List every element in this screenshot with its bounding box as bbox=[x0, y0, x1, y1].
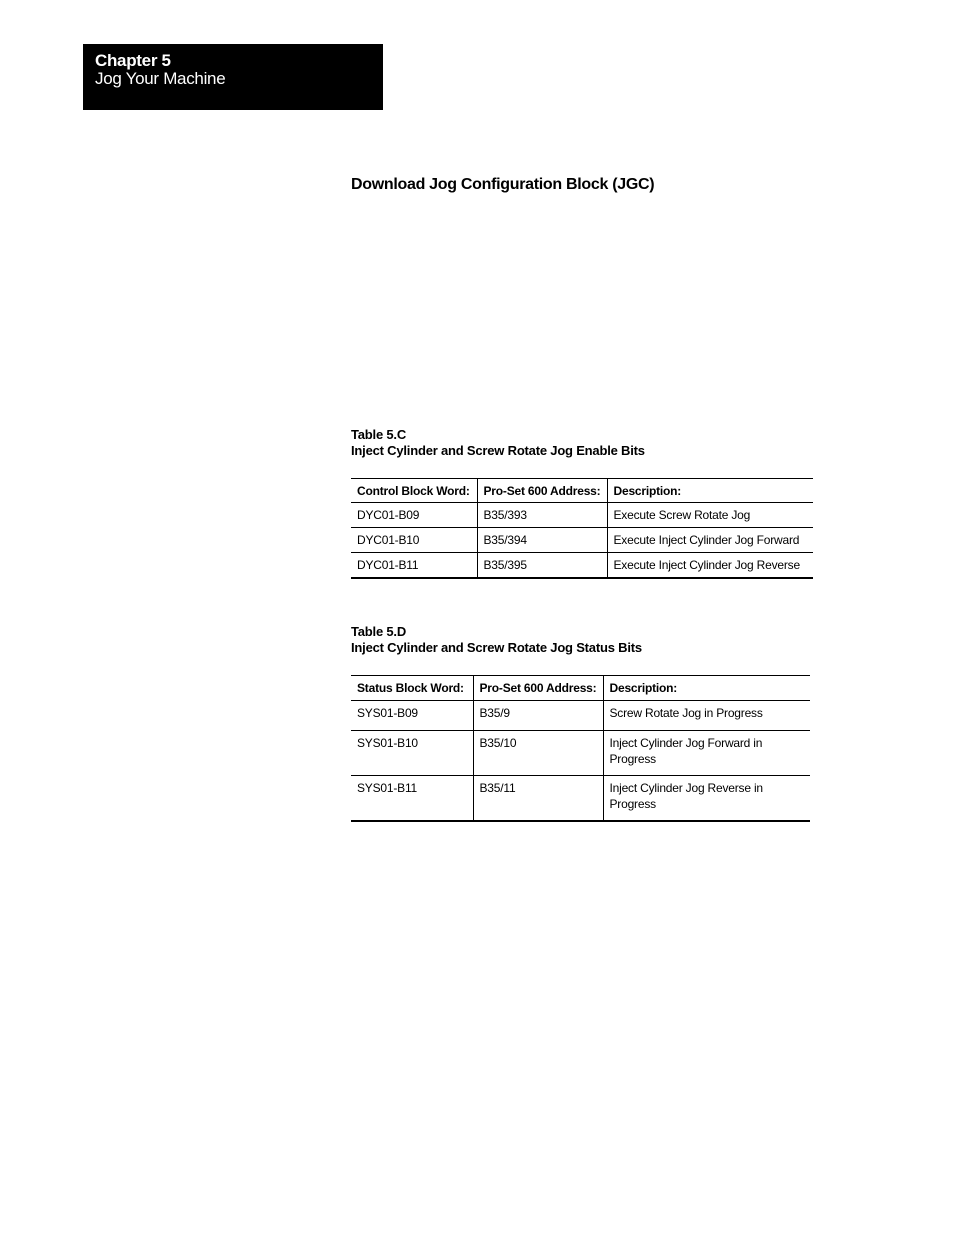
chapter-header bbox=[83, 44, 383, 110]
table-c bbox=[351, 478, 813, 579]
column-header: Control Block Word: bbox=[351, 479, 477, 503]
table-row bbox=[351, 503, 813, 528]
chapter-label: Chapter 5 bbox=[95, 51, 171, 70]
table-header-row bbox=[351, 676, 810, 701]
table-cell: DYC01-B10 bbox=[351, 528, 477, 553]
table-d bbox=[351, 675, 810, 822]
column-header: Description: bbox=[607, 479, 813, 503]
table-c-number: Table 5.C bbox=[351, 427, 407, 442]
table-cell: B35/395 bbox=[477, 553, 607, 578]
table-row bbox=[351, 731, 810, 776]
table-cell: Inject Cylinder Jog Forward in Progress bbox=[603, 731, 810, 776]
chapter-title: Jog Your Machine bbox=[95, 69, 226, 88]
table-d-title: Inject Cylinder and Screw Rotate Jog Status Bits bbox=[351, 640, 642, 655]
table-cell: B35/9 bbox=[473, 701, 603, 731]
table-row bbox=[351, 553, 813, 578]
column-header: Pro-Set 600 Address: bbox=[477, 479, 607, 503]
table-cell: B35/393 bbox=[477, 503, 607, 528]
table-c-caption bbox=[351, 427, 645, 459]
table-cell: B35/394 bbox=[477, 528, 607, 553]
table-row bbox=[351, 701, 810, 731]
table-d-number: Table 5.D bbox=[351, 624, 407, 639]
table-cell: SYS01-B11 bbox=[351, 776, 473, 821]
table-cell: SYS01-B10 bbox=[351, 731, 473, 776]
table-cell: Execute Screw Rotate Jog bbox=[607, 503, 813, 528]
table-cell: Inject Cylinder Jog Reverse in Progress bbox=[603, 776, 810, 821]
table-cell: Screw Rotate Jog in Progress bbox=[603, 701, 810, 731]
table-cell: DYC01-B09 bbox=[351, 503, 477, 528]
table-cell: DYC01-B11 bbox=[351, 553, 477, 578]
table-cell: B35/10 bbox=[473, 731, 603, 776]
table-cell: SYS01-B09 bbox=[351, 701, 473, 731]
table-c-title: Inject Cylinder and Screw Rotate Jog Enable Bits bbox=[351, 443, 645, 458]
table-row bbox=[351, 528, 813, 553]
column-header: Pro-Set 600 Address: bbox=[473, 676, 603, 701]
section-heading: Download Jog Configuration Block (JGC) bbox=[351, 176, 655, 193]
column-header: Status Block Word: bbox=[351, 676, 473, 701]
table-d-caption bbox=[351, 624, 642, 656]
column-header: Description: bbox=[603, 676, 810, 701]
table-cell: B35/11 bbox=[473, 776, 603, 821]
table-cell: Execute Inject Cylinder Jog Forward bbox=[607, 528, 813, 553]
table-cell: Execute Inject Cylinder Jog Reverse bbox=[607, 553, 813, 578]
table-header-row bbox=[351, 479, 813, 503]
table-row bbox=[351, 776, 810, 821]
